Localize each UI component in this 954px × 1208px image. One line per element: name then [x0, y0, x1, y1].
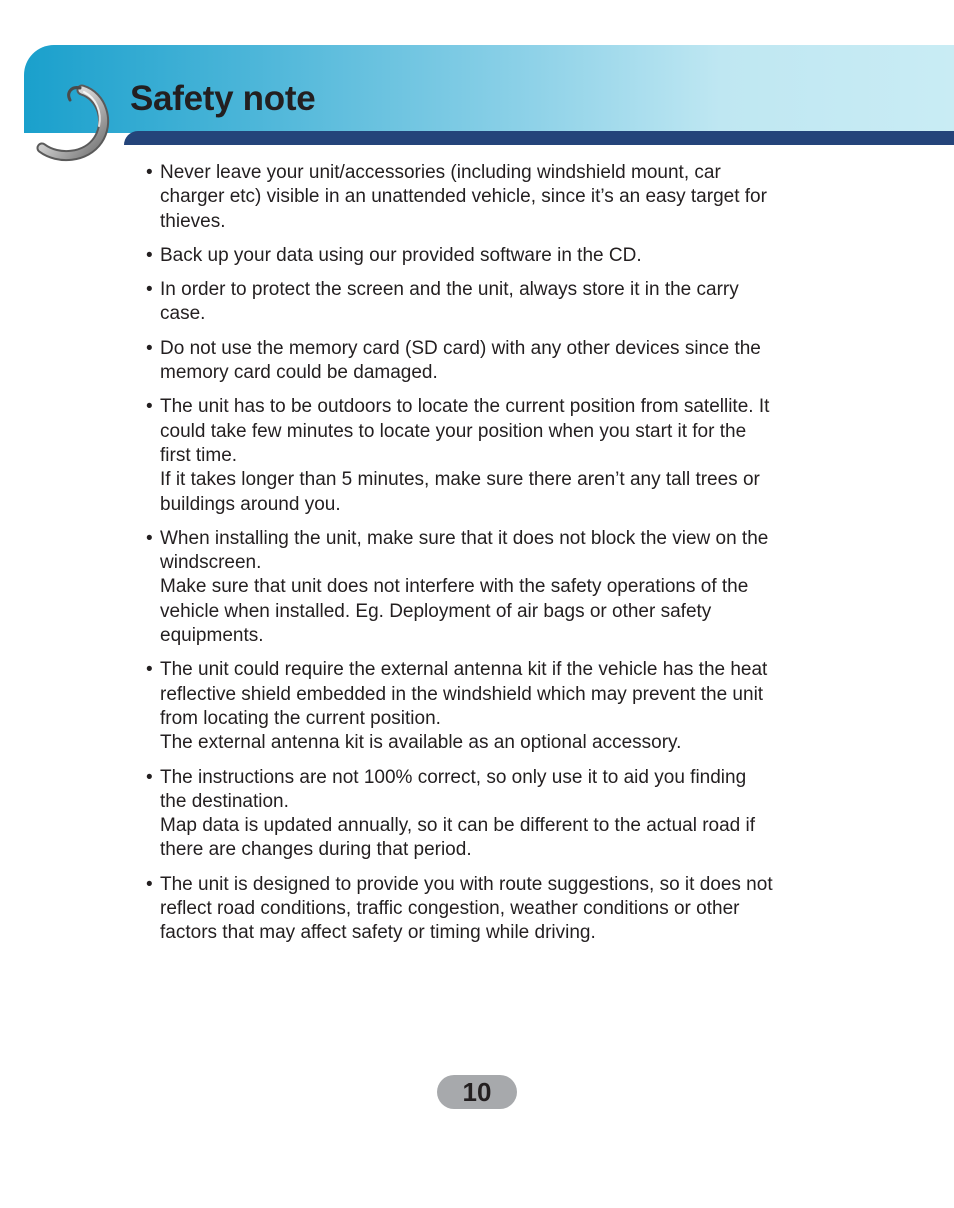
note-paragraph: When installing the unit, make sure that it does not block the view on the windscreen. — [160, 527, 769, 574]
bullet-marker: • — [146, 873, 153, 895]
bullet-marker: • — [146, 527, 153, 549]
note-paragraph: The unit could require the external antenna kit if the vehicle has the heat reflective shield embedded in the windshield which may prevent the unit from locating the current position. — [160, 659, 768, 729]
safety-note-item — [146, 658, 776, 755]
bullet-marker: • — [146, 244, 153, 266]
safety-note-item — [146, 244, 776, 268]
note-paragraph: Do not use the memory card (SD card) with any other devices since the memory card could be damaged. — [160, 337, 761, 384]
safety-note-item — [146, 161, 776, 234]
safety-note-item — [146, 873, 776, 946]
safety-note-item — [146, 278, 776, 327]
bullet-marker: • — [146, 279, 153, 301]
note-paragraph: The instructions are not 100% correct, so only use it to aid you finding the destination. — [160, 766, 747, 812]
note-paragraph: The unit is designed to provide you with route suggestions, so it does not reflect road conditions, traffic congestion, weather conditions or other factors that may affect safety or timing while driving. — [160, 873, 773, 944]
bullet-marker: • — [146, 162, 153, 183]
safety-note-item — [146, 395, 776, 516]
binder-ring-icon — [36, 82, 116, 162]
note-paragraph: The unit has to be outdoors to locate the current position from satellite. It could take few minutes to locate your position when you start it for the first time. — [160, 396, 770, 466]
safety-note-item — [146, 527, 776, 648]
safety-note-item — [146, 766, 776, 863]
page-title: Safety note — [130, 79, 316, 118]
page-number-badge: 10 — [437, 1075, 517, 1109]
bullet-marker: • — [146, 396, 153, 418]
note-paragraph: Back up your data using our provided software in the CD. — [160, 244, 642, 266]
header-bar — [124, 131, 954, 145]
safety-note-item — [146, 337, 776, 386]
note-paragraph: If it takes longer than 5 minutes, make sure there aren’t any tall trees or buildings around you. — [160, 469, 760, 515]
bullet-marker: • — [146, 766, 153, 788]
bullet-marker: • — [146, 337, 153, 359]
bullet-marker: • — [146, 659, 153, 681]
note-paragraph: Never leave your unit/accessories (including windshield mount, car charger etc) visible in an unattended vehicle, since it’s an easy target for thieves. — [160, 162, 767, 232]
note-paragraph: Map data is updated annually, so it can be different to the actual road if there are changes during that period. — [160, 815, 756, 861]
note-paragraph: In order to protect the screen and the unit, always store it in the carry case. — [160, 279, 739, 325]
note-paragraph: Make sure that unit does not interfere with the safety operations of the vehicle when installed. Eg. Deployment of air bags or other safety equipments. — [160, 576, 749, 647]
note-paragraph: The external antenna kit is available as an optional accessory. — [160, 732, 682, 754]
safety-notes-list — [146, 161, 776, 956]
